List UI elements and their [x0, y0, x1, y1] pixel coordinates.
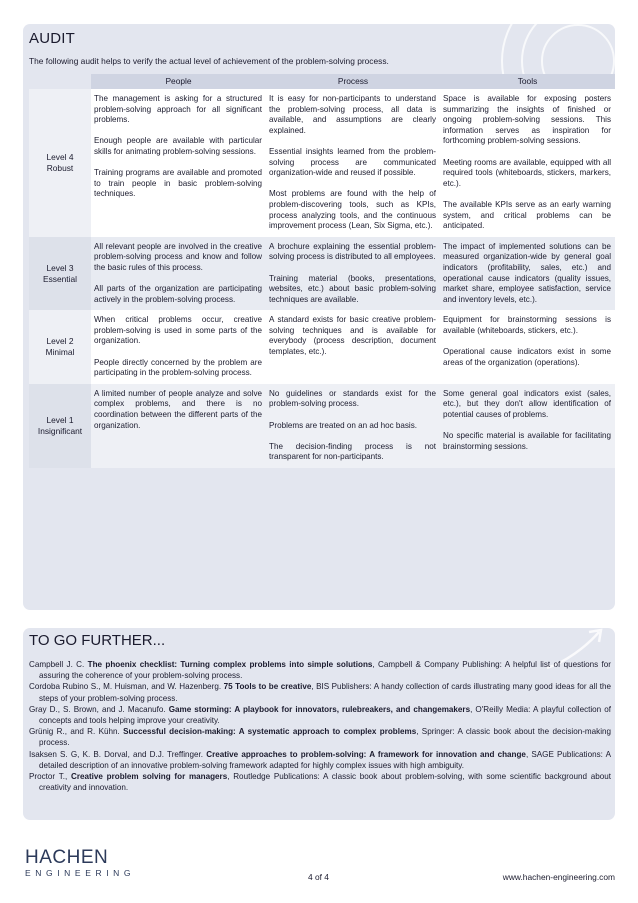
- process-paragraph: Problems are treated on an ad hoc basis.: [269, 420, 418, 430]
- reference-title: Successful decision-making: A systematic approach to complex problems: [123, 727, 417, 737]
- tools-paragraph: No specific material is available for facilitating brainstorming sessions.: [443, 431, 611, 451]
- tools-paragraph: Equipment for brainstorming sessions is available (whiteboards, stickers, etc.).: [443, 315, 611, 335]
- reference-item: [29, 704, 611, 726]
- tools-cell: [440, 237, 615, 311]
- further-title: TO GO FURTHER...: [29, 632, 166, 649]
- level-cell: [29, 237, 91, 311]
- people-paragraph: Training programs are available and promoted to train people in basic problem-solving techniques.: [94, 168, 262, 199]
- reference-title: Creative approaches to problem-solving: A framework for innovation and change: [206, 749, 526, 759]
- process-paragraph: No guidelines or standards exist for the problem-solving process.: [269, 388, 436, 409]
- tools-paragraph: Space is available for exposing posters summarizing the insights of finished or ongoing problem-solving sessions. This information serves as inspiration for forthcoming problem-solving sessions.: [443, 94, 611, 146]
- process-paragraph: A brochure explaining the essential problem-solving process is distributed to all employees.: [269, 241, 436, 262]
- audit-row: [29, 237, 615, 311]
- reference-title: 75 Tools to be creative: [223, 682, 312, 692]
- level-number: Level 2: [46, 336, 74, 347]
- people-cell: [91, 237, 266, 311]
- tools-paragraph: Operational cause indicators exist in some areas of the organization (operations).: [443, 347, 611, 367]
- process-paragraph: It is easy for non-participants to understand the problem-solving process, all data is available, and assumptions are clearly explained.: [269, 94, 436, 135]
- reference-authors: Gray D., S. Brown, and J. Macanufo.: [29, 704, 166, 714]
- company-logo: [25, 848, 135, 878]
- reference-description: , SAGE Publications: A detailed description of an innovative problem-solving framework adapted for highly complex issues with high ambiguity.: [39, 749, 612, 770]
- reference-description: , Routledge Publications: A classic book about problem-solving, with some scientific background about creativity and innovation.: [39, 772, 611, 793]
- website-link[interactable]: www.hachen-engineering.com: [502, 872, 615, 882]
- people-paragraph: A limited number of people analyze and solve complex problems, and there is no coordination between the different parts of the organization.: [94, 388, 262, 430]
- reference-item: [29, 681, 611, 703]
- audit-section: [23, 24, 615, 610]
- reference-authors: Proctor T.,: [29, 772, 68, 782]
- reference-item: [29, 771, 611, 793]
- reference-list: [29, 659, 611, 793]
- page-number: 4 of 4: [308, 872, 329, 882]
- level-name: Insignificant: [37, 425, 83, 436]
- audit-intro: The following audit helps to verify the actual level of achievement of the problem-solving process.: [29, 56, 389, 66]
- reference-authors: Isaksen S. G, K. B. Dorval, and D.J. Treffinger.: [29, 749, 204, 759]
- process-cell: [266, 89, 440, 237]
- tools-paragraph: Some general goal indicators exist (sales, etc.), but they don't allow identification of potential causes of problems.: [443, 388, 611, 420]
- people-paragraph: All relevant people are involved in the creative problem-solving process and know and follow the basic rules of this process.: [94, 241, 262, 272]
- process-paragraph: The decision-finding process is not transparent for non-participants.: [269, 441, 436, 462]
- audit-row: [29, 89, 615, 237]
- reference-authors: Cordoba Rubino S., M. Huisman, and W. Hazenberg.: [29, 682, 222, 692]
- audit-header-row: [29, 74, 615, 89]
- logo-sub: ENGINEERING: [25, 868, 136, 878]
- tools-paragraph: The impact of implemented solutions can be measured organization-wide by general goal indicators (profitability, sales, etc.) and operational cause indicators (quality issues, market share, employee satisfaction, service and inventory levels, etc.).: [443, 241, 611, 304]
- reference-authors: Campbell J. C.: [29, 660, 85, 669]
- process-paragraph: A standard exists for basic creative problem-solving techniques and is available for everybody (process description, document templates, etc.).: [269, 315, 436, 357]
- audit-title: AUDIT: [29, 30, 75, 47]
- people-paragraph: The management is asking for a structured problem-solving approach for all significant problems.: [94, 94, 262, 125]
- column-header-tools: Tools: [440, 74, 615, 89]
- tools-cell: [440, 384, 615, 468]
- process-cell: [266, 237, 440, 311]
- level-number: Level 4: [46, 151, 74, 162]
- reference-description: , O'Reilly Media: A playful collection of concepts and tools helping improve your creativity.: [39, 704, 611, 726]
- audit-row: [29, 384, 615, 468]
- people-paragraph: People directly concerned by the problem are participating in the problem-solving process.: [94, 357, 262, 378]
- column-header-process: Process: [266, 74, 440, 89]
- tools-cell: [440, 89, 615, 237]
- level-name: Minimal: [45, 347, 75, 358]
- tools-cell: [440, 310, 615, 384]
- audit-row: [29, 310, 615, 384]
- process-paragraph: Training material (books, presentations, websites, etc.) about basic problem-solving techniques are available.: [269, 273, 436, 304]
- level-name: Essential: [43, 273, 77, 284]
- level-cell: [29, 384, 91, 468]
- level-number: Level 3: [46, 262, 74, 273]
- process-paragraph: Most problems are found with the help of problem-discovering tools, such as KPIs, process analyzing tools, and the continuous improvement process (Lean, Six Sigma, etc.).: [269, 189, 436, 231]
- reference-item: [29, 726, 611, 748]
- process-cell: [266, 310, 440, 384]
- reference-title: Creative problem solving for managers: [70, 772, 228, 782]
- tools-paragraph: Meeting rooms are available, equipped with all required tools (whiteboards, stickers, markers, etc.).: [443, 157, 611, 188]
- reference-title: The phoenix checklist: Turning complex problems into simple solutions: [87, 660, 373, 669]
- level-name: Robust: [46, 162, 74, 173]
- reference-title: Game storming: A playbook for innovators, rulebreakers, and changemakers: [168, 704, 471, 714]
- reference-description: , BIS Publishers: A handy collection of cards illustrating many good ideas for all the steps of your problem-solving process.: [39, 682, 611, 703]
- audit-table: [29, 74, 615, 468]
- people-cell: [91, 310, 266, 384]
- reference-item: [29, 749, 611, 771]
- reference-description: , Campbell & Company Publishing: A helpful list of questions for assuring the coherence of your problem-solving process.: [39, 660, 612, 681]
- people-cell: [91, 89, 266, 237]
- people-paragraph: When critical problems occur, creative problem-solving is used in some parts of the organization.: [94, 315, 262, 346]
- header-corner: [29, 74, 91, 89]
- reference-item: [29, 659, 611, 681]
- level-number: Level 1: [46, 414, 74, 425]
- further-reading-section: [23, 628, 615, 820]
- tools-paragraph: The available KPIs serve as an early warning system, and critical problems can be anticipated.: [443, 199, 611, 231]
- process-cell: [266, 384, 440, 468]
- column-header-people: People: [91, 74, 266, 89]
- process-paragraph: Essential insights learned from the problem-solving process are communicated organization-wide and reused if possible.: [269, 146, 436, 178]
- level-cell: [29, 310, 91, 384]
- logo-main: HACHEN: [25, 847, 109, 868]
- people-paragraph: All parts of the organization are participating actively in the problem-solving process.: [94, 284, 262, 304]
- reference-authors: Grünig R., and R. Kühn.: [29, 727, 120, 737]
- reference-description: , Springer: A classic book about the decision-making process.: [39, 727, 611, 748]
- people-paragraph: Enough people are available with particular skills for animating problem-solving sessions.: [94, 136, 262, 156]
- level-cell: [29, 89, 91, 237]
- people-cell: [91, 384, 266, 468]
